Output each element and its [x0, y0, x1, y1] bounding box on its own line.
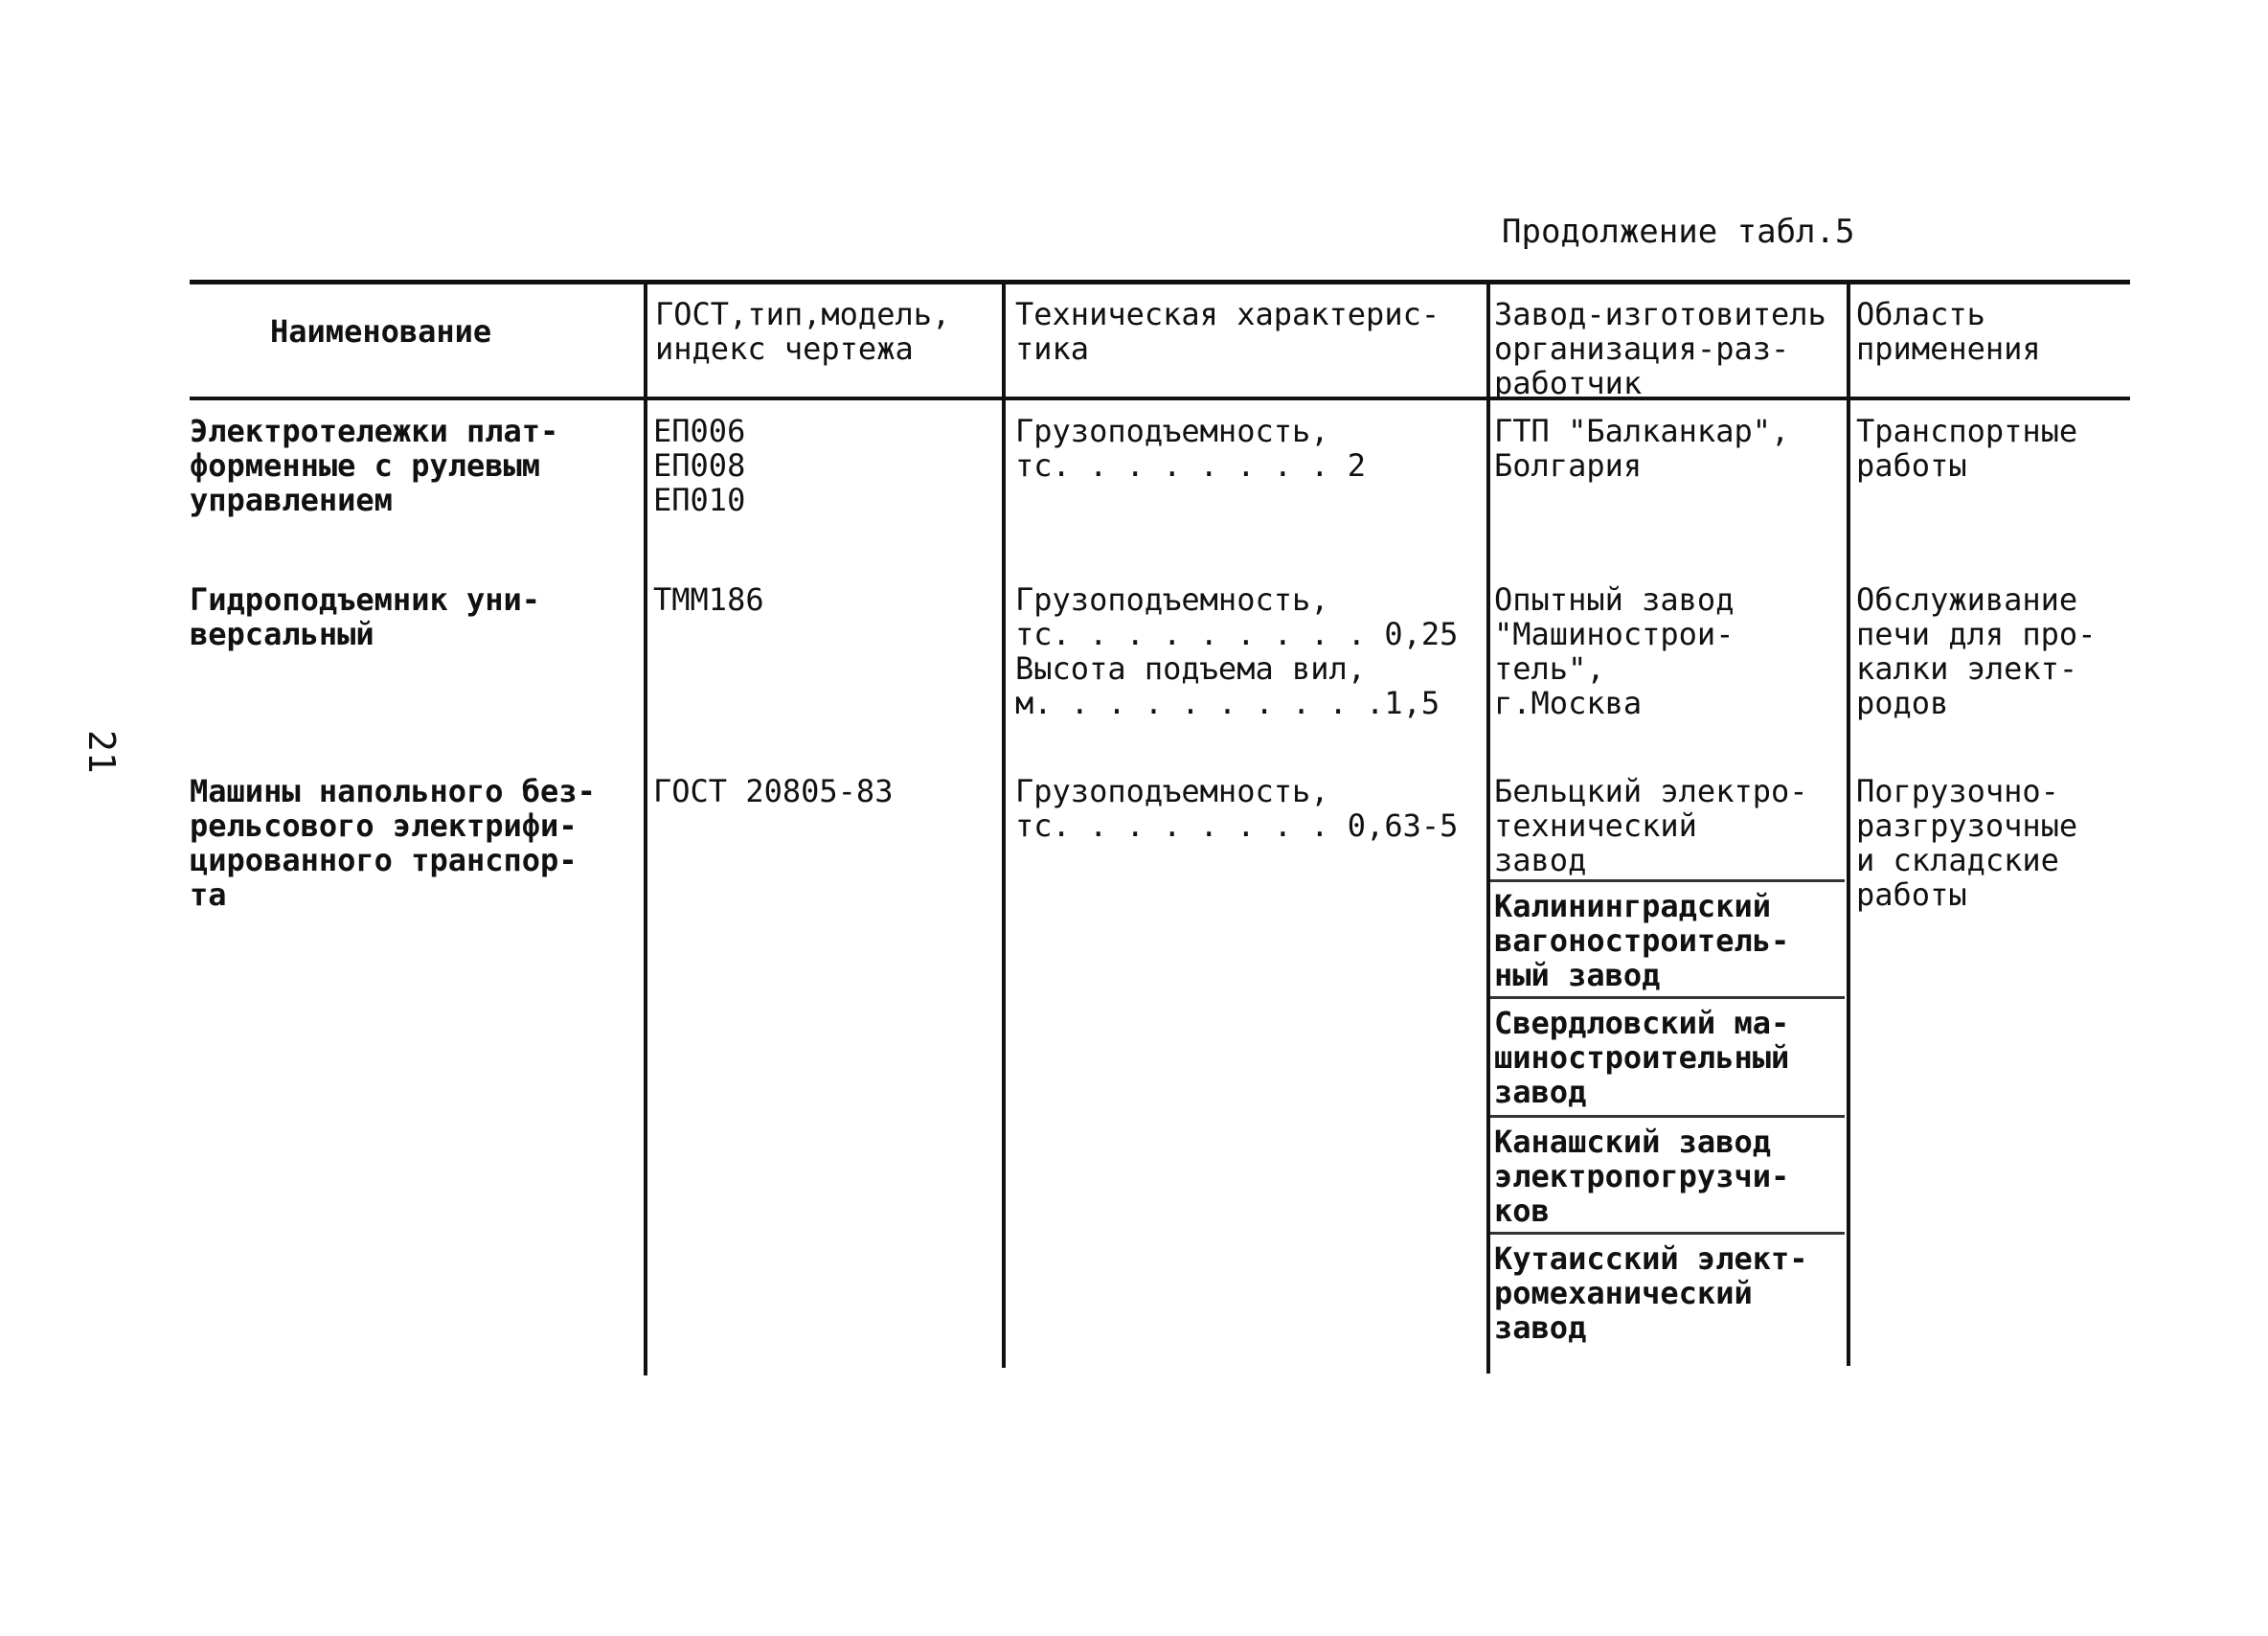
row-3-gost: ГОСТ 20805-83 [653, 773, 894, 809]
row-2-name: Гидроподъемник уни- версальный [190, 581, 541, 652]
page-number: 21 [80, 730, 123, 774]
row-3-name: Машины напольного без- рельсового электрифи- цированного транспор- та [190, 773, 596, 913]
maker-separator-3 [1490, 1115, 1845, 1118]
row-3-maker-2: Калининградский вагоностроитель- ный завод [1494, 888, 1790, 993]
row-3-maker-5: Кутаисский элект- ромеханический завод [1494, 1240, 1808, 1346]
header-name: Наименование [270, 313, 492, 350]
maker-separator-2 [1490, 996, 1845, 999]
row-2-maker: Опытный завод "Машинострои- тель", г.Москва [1494, 581, 1735, 721]
header-tech: Техническая характерис- тика [1015, 296, 1440, 367]
header-maker: Завод-изготовитель организация-раз- работчик [1494, 296, 1826, 401]
table-header-rule [190, 397, 2130, 400]
row-3-area: Погрузочно- разгрузочные и складские работы [1856, 773, 2078, 913]
row-2-area: Обслуживание печи для про- калки элект- родов [1856, 581, 2097, 721]
row-1-name: Электротележки плат- форменные с рулевым управлением [190, 413, 559, 518]
row-1-area: Транспортные работы [1856, 413, 2078, 484]
row-2-gost: ТММ186 [653, 581, 764, 618]
maker-separator-4 [1490, 1232, 1845, 1235]
table-top-rule [190, 280, 2130, 284]
column-divider-4 [1847, 284, 1850, 1366]
table-continuation-label: Продолжение табл.5 [1502, 213, 1855, 251]
maker-separator-1 [1490, 879, 1845, 882]
row-1-gost: ЕП006 ЕП008 ЕП010 [653, 413, 746, 518]
row-3-maker-4: Канашский завод электропогрузчи- ков [1494, 1124, 1790, 1229]
row-1-tech: Грузоподъемность, тс. . . . . . . . 2 [1015, 413, 1367, 484]
row-1-maker: ГТП "Балканкар", Болгария [1494, 413, 1790, 484]
row-3-maker-3: Свердловский ма- шиностроительный завод [1494, 1005, 1790, 1110]
column-divider-1 [644, 284, 647, 1375]
row-3-maker-1: Бельцкий электро- технический завод [1494, 773, 1808, 878]
row-2-tech: Грузоподъемность, тс. . . . . . . . . 0,25 Высота подъема вил, м. . . . . . . . . .1,5 [1015, 581, 1459, 721]
header-gost: ГОСТ,тип,модель, индекс чертежа [655, 296, 951, 367]
row-3-tech: Грузоподъемность, тс. . . . . . . . 0,63-5 [1015, 773, 1459, 844]
column-divider-3 [1486, 284, 1490, 1374]
column-divider-2 [1002, 284, 1006, 1368]
header-area: Область применения [1856, 296, 2041, 367]
